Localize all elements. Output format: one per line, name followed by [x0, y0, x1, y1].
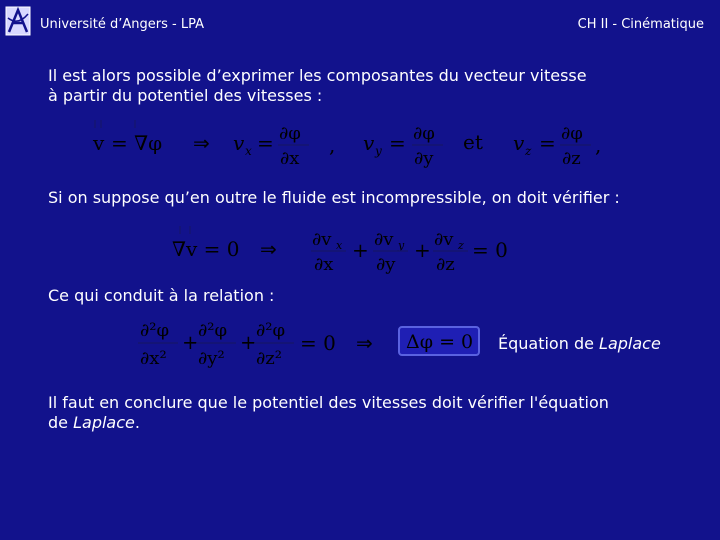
dvx-sub: x [336, 239, 343, 252]
dvx: ∂v [312, 229, 332, 250]
dx2: ∂x² [140, 348, 167, 369]
plus-1: + [352, 238, 369, 262]
implies-symbol-1: ⇒ [193, 131, 210, 155]
paragraph-1-line-2: à partir du potentiel des vitesses : [48, 86, 323, 105]
grad-phi: = ∇φ [111, 131, 163, 155]
incompressibility-equation [168, 220, 508, 280]
paragraph-4-line-1: Il faut en conclure que le potentiel des vitesses doit vérifier l'équation [48, 393, 609, 412]
paragraph-2: Si on suppose qu’en outre le fluide est incompressible, on doit vérifier : [48, 188, 620, 207]
partial-phi-1: ∂φ [279, 123, 301, 144]
equals-2: = [389, 131, 406, 155]
paragraph-3: Ce qui conduit à la relation : [48, 286, 275, 305]
dvy-sub: y [398, 239, 405, 252]
dvz-sub: z [458, 239, 464, 252]
plus-4: + [240, 330, 257, 354]
div-v-zero: ∇v = 0 [172, 237, 240, 261]
dx-1: ∂x [280, 148, 300, 169]
equals-1: = [257, 131, 274, 155]
partial-phi-2: ∂φ [413, 123, 435, 144]
equals-3: = [539, 131, 556, 155]
partial-phi-3: ∂φ [561, 123, 583, 144]
header-institution: Université d’Angers - LPA [40, 17, 204, 32]
laplace-highlight-box [398, 326, 480, 356]
et-word: et [463, 130, 483, 154]
vy-sub: y [375, 144, 382, 158]
vz: v [513, 131, 525, 155]
d2phi-2: ∂²φ [198, 320, 228, 341]
equals-zero-3: = 0 [300, 331, 336, 355]
comma-1: , [329, 133, 336, 157]
dvz: ∂v [434, 229, 454, 250]
dx-2: ∂x [314, 254, 334, 275]
dy-1: ∂y [414, 148, 434, 169]
implies-symbol-3: ⇒ [356, 331, 373, 355]
plus-3: + [182, 330, 199, 354]
d2phi-1: ∂²φ [140, 320, 170, 341]
equals-zero-2: = 0 [472, 238, 508, 262]
dy-2: ∂y [376, 254, 396, 275]
laplacian-phi-zero: Δφ = 0 [406, 331, 474, 353]
laplace-label-name: Laplace [599, 334, 661, 353]
paragraph-4-laplace: Laplace [73, 413, 135, 432]
vx: v [233, 131, 245, 155]
paragraph-4-prefix: de [48, 413, 74, 432]
vector-v: v [93, 131, 105, 155]
paragraph-4-suffix: . [134, 413, 140, 432]
comma-2: , [595, 133, 602, 157]
vx-sub: x [245, 144, 252, 158]
laplace-equation [400, 328, 478, 354]
vy: v [363, 131, 375, 155]
laplace-label-prefix: Équation de [498, 334, 600, 353]
vz-sub: z [525, 144, 532, 158]
laplace-expanded-equation [134, 312, 394, 376]
dy2: ∂y² [198, 348, 225, 369]
university-logo-icon [5, 6, 31, 36]
dz2: ∂z² [256, 348, 283, 369]
plus-2: + [414, 238, 431, 262]
implies-symbol-2: ⇒ [260, 237, 277, 261]
dz-2: ∂z [436, 254, 455, 275]
d2phi-3: ∂²φ [256, 320, 286, 341]
dvy: ∂v [374, 229, 394, 250]
paragraph-1-line-1: Il est alors possible d’exprimer les composantes du vecteur vitesse [48, 66, 587, 85]
header-chapter: CH II - Cinématique [577, 17, 704, 32]
laplace-label [498, 334, 661, 354]
velocity-gradient-equation [85, 112, 605, 172]
paragraph-4-line-2 [48, 413, 140, 433]
dz-1: ∂z [562, 148, 581, 169]
